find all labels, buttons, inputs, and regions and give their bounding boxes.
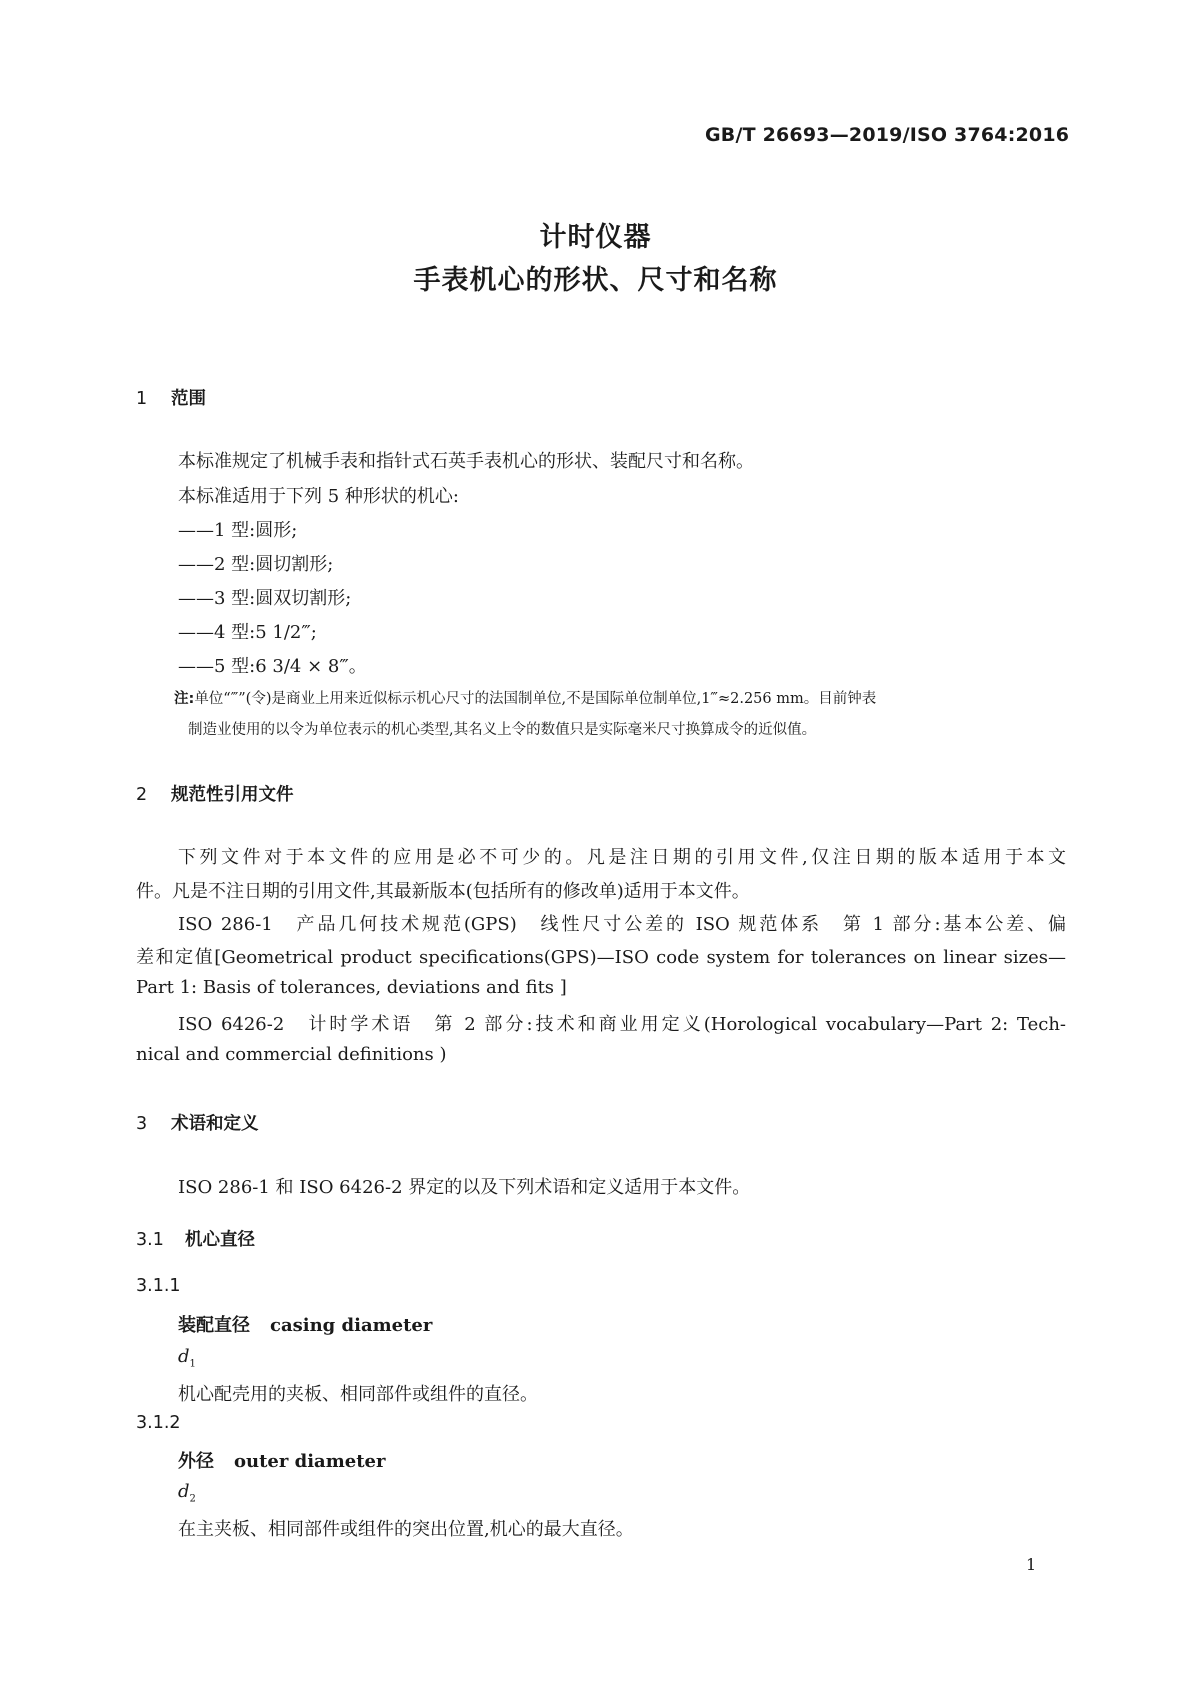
term-heading	[178, 1311, 432, 1337]
terms-intro-paragraph: ISO 286-1 和 ISO 6426-2 界定的以及下列术语和定义适用于本文件。	[178, 1177, 751, 1198]
normative-paragraph-line-1: 下列文件对于本文件的应用是必不可少的。凡是注日期的引用文件,仅注日期的版本适用于本文	[178, 847, 1066, 868]
term-heading	[178, 1447, 385, 1473]
scope-paragraph-2: 本标准适用于下列 5 种形状的机心:	[178, 486, 459, 507]
scope-paragraph-1: 本标准规定了机械手表和指针式石英手表机心的形状、装配尺寸和名称。	[178, 451, 754, 472]
reference-1-line-3: Part 1: Basis of tolerances, deviations and fits ]	[136, 977, 567, 998]
list-item: ——3 型:圆双切割形;	[178, 588, 352, 609]
list-item: ——5 型:6 3/4 × 8‴。	[178, 656, 367, 677]
subsection-number: 3.1	[136, 1230, 164, 1250]
list-item: ——2 型:圆切割形;	[178, 554, 334, 575]
section-2-heading	[136, 781, 294, 806]
section-number: 2	[136, 785, 148, 805]
term-name-zh: 外径	[178, 1451, 214, 1472]
subsection-3-1-heading	[136, 1226, 255, 1251]
title-line-1: 计时仪器	[539, 222, 652, 253]
section-title: 范围	[171, 389, 206, 409]
document-code: GB/T 26693—2019/ISO 3764:2016	[705, 124, 1070, 146]
term-number: 3.1.2	[136, 1413, 181, 1433]
note-label: 注:	[174, 691, 195, 707]
note-text: 单位“‴”(令)是商业上用来近似标示机心尺寸的法国制单位,不是国际单位制单位,1‴≈2.256 mm。目前钟表	[194, 691, 877, 707]
reference-2-line-1: ISO 6426-2 计时学术语 第 2 部分:技术和商业用定义(Horological vocabulary—Part 2: Tech-	[178, 1014, 1066, 1035]
term-name-en: outer diameter	[234, 1451, 386, 1472]
symbol-letter: d	[178, 1481, 190, 1502]
symbol-subscript: 1	[189, 1358, 196, 1370]
symbol-letter: d	[178, 1346, 190, 1367]
term-definition: 在主夹板、相同部件或组件的突出位置,机心的最大直径。	[178, 1519, 634, 1540]
title-line-2: 手表机心的形状、尺寸和名称	[413, 265, 778, 296]
term-symbol	[178, 1346, 196, 1370]
reference-2-line-2: nical and commercial definitions )	[136, 1044, 447, 1065]
section-title: 规范性引用文件	[171, 785, 294, 805]
note-line-2: 制造业使用的以令为单位表示的机心类型,其名义上令的数值只是实际毫米尺寸换算成令的近似值。	[188, 722, 817, 738]
section-1-heading	[136, 385, 206, 410]
note-line-1	[174, 687, 876, 708]
list-item: ——1 型:圆形;	[178, 520, 298, 541]
list-item: ——4 型:5 1/2‴;	[178, 622, 317, 643]
reference-1-line-1: ISO 286-1 产品几何技术规范(GPS) 线性尺寸公差的 ISO 规范体系 第 1 部分:基本公差、偏	[178, 914, 1066, 935]
reference-1-line-2: 差和定值[Geometrical product specifications(GPS)—ISO code system for tolerances on linear sizes—	[136, 947, 1066, 968]
section-3-heading	[136, 1110, 259, 1135]
term-number: 3.1.1	[136, 1276, 181, 1296]
term-name-en: casing diameter	[270, 1315, 433, 1336]
section-number: 3	[136, 1114, 148, 1134]
term-name-zh: 装配直径	[178, 1315, 250, 1336]
section-title: 术语和定义	[171, 1114, 259, 1134]
symbol-subscript: 2	[189, 1493, 196, 1505]
subsection-title: 机心直径	[185, 1230, 255, 1250]
term-definition: 机心配壳用的夹板、相同部件或组件的直径。	[178, 1384, 538, 1405]
normative-paragraph-line-2: 件。凡是不注日期的引用文件,其最新版本(包括所有的修改单)适用于本文件。	[136, 881, 750, 902]
term-symbol	[178, 1481, 196, 1505]
section-number: 1	[136, 389, 148, 409]
page-number: 1	[1026, 1555, 1037, 1574]
